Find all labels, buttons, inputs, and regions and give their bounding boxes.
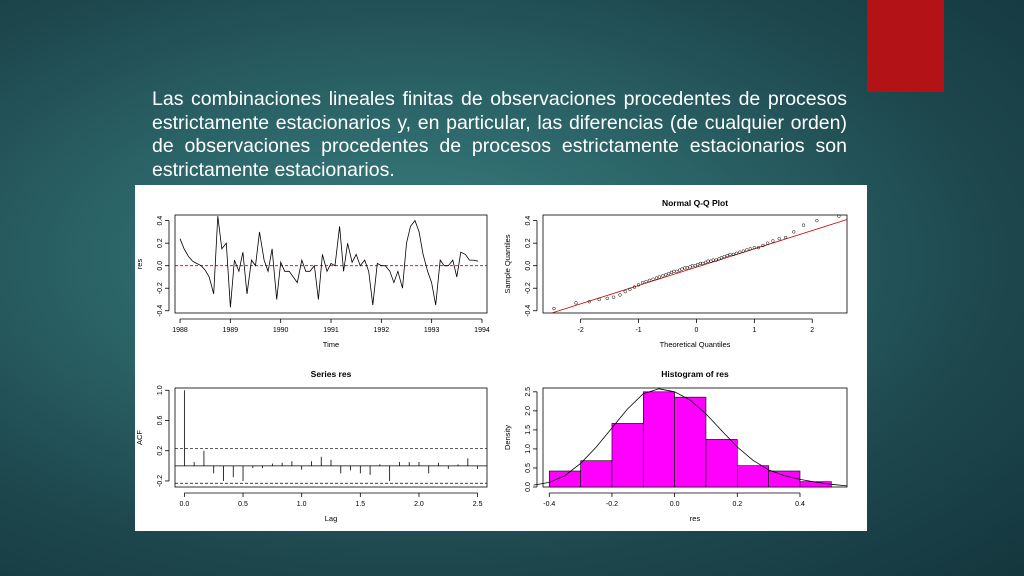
qq-point	[652, 278, 655, 281]
qq-point	[784, 236, 787, 239]
x-tick-label: 0.0	[179, 501, 190, 508]
x-tick-label: 1994	[474, 327, 490, 334]
qq-point	[815, 219, 818, 222]
x-tick-label: 1991	[323, 327, 339, 334]
x-tick-label: 1988	[172, 327, 188, 334]
y-tick-label: 0.2	[157, 238, 164, 249]
x-tick-label: 2.0	[414, 501, 424, 508]
qq-point	[707, 260, 710, 263]
r-diagnostic-figure	[135, 185, 867, 531]
x-tick-label: -1	[635, 327, 642, 334]
histogram-bar	[549, 471, 580, 487]
x-tick-label: 2.5	[472, 501, 483, 508]
histogram-bar	[612, 423, 643, 487]
qq-point	[619, 294, 622, 297]
qq-point	[648, 279, 651, 282]
qq-point	[658, 276, 661, 279]
chart-title: Normal Q-Q Plot	[661, 198, 729, 208]
qq-point	[598, 298, 601, 301]
x-tick-label: 1993	[423, 327, 440, 334]
y-tick-label: 1.0	[157, 385, 164, 396]
y-tick-label: 1.5	[525, 425, 532, 435]
y-tick-label: 0.0	[157, 260, 164, 271]
histogram-bar	[675, 397, 706, 487]
qq-point	[681, 268, 684, 271]
x-tick-label: 0.4	[795, 501, 805, 508]
histogram-bar	[581, 461, 612, 487]
qq-point	[691, 264, 694, 267]
y-tick-label: 0.4	[525, 215, 532, 226]
plot-frame-2	[543, 215, 847, 313]
x-tick-label: -0.2	[605, 501, 618, 508]
y-tick-label: -0.2	[157, 282, 164, 295]
qq-point	[661, 274, 664, 277]
qq-point	[792, 230, 795, 233]
x-tick-label: 1.5	[355, 501, 366, 508]
qq-point	[675, 270, 678, 273]
y-tick-label: 0.2	[157, 445, 164, 456]
y-tick-label: 1.0	[525, 444, 532, 454]
x-axis-label: Time	[322, 340, 340, 349]
y-tick-label: -0.4	[525, 304, 532, 317]
qq-point	[712, 259, 715, 262]
y-tick-label: 2.0	[525, 405, 532, 416]
chart-title: Series res	[310, 369, 352, 379]
chart-title: Histogram of res	[661, 369, 729, 379]
qq-point	[667, 272, 670, 275]
y-tick-label: 0.0	[525, 482, 532, 492]
qq-point	[726, 254, 729, 257]
qq-point	[645, 280, 648, 283]
histogram-bar	[737, 466, 768, 487]
x-tick-label: -0.4	[543, 501, 556, 508]
qq-point	[612, 296, 615, 299]
qq-point	[575, 301, 578, 304]
histogram-bar	[706, 439, 737, 487]
qq-point	[723, 255, 726, 258]
x-tick-label: 1989	[222, 327, 239, 334]
y-axis-label: ACF	[135, 430, 144, 445]
accent-block	[867, 0, 944, 92]
y-axis-label: Density	[503, 424, 512, 451]
qq-point	[771, 240, 774, 243]
x-tick-label: 0.2	[732, 501, 743, 508]
qq-point	[720, 256, 723, 259]
y-axis-label: res	[135, 258, 144, 270]
y-tick-label: 0.5	[525, 463, 532, 473]
x-tick-label: 1990	[272, 327, 289, 334]
figure-canvas	[135, 185, 867, 531]
residual-series-line	[180, 216, 478, 307]
slide-text: Las combinaciones lineales finitas de observaciones procedentes de procesos estrictamente estacionarios y, en particular, las diferencias (de cualquier orden) de observaciones procedentes de procesos estrictamente estacionarios son estrictamente estacionarios.	[152, 88, 847, 181]
x-axis-label: Lag	[324, 514, 338, 523]
qq-point	[624, 290, 627, 293]
x-tick-label: 0	[694, 327, 699, 334]
x-axis-label: res	[689, 514, 701, 523]
y-tick-label: 0.2	[525, 238, 532, 249]
qq-point	[553, 307, 556, 310]
qq-point	[802, 224, 805, 227]
y-tick-label: -0.2	[525, 282, 532, 295]
y-axis-label: Sample Quantiles	[503, 234, 512, 294]
qq-point	[672, 270, 675, 273]
qq-point	[729, 253, 732, 256]
x-tick-label: -2	[577, 327, 584, 334]
x-tick-label: 0.5	[238, 501, 248, 508]
qq-reference-line	[552, 220, 847, 313]
histogram-bar	[769, 471, 800, 487]
x-tick-label: 1992	[373, 327, 390, 334]
y-tick-label: -0.4	[157, 304, 164, 317]
x-tick-label: 0.0	[669, 501, 680, 508]
qq-point	[655, 277, 658, 280]
y-tick-label: -0.2	[157, 474, 164, 487]
histogram-bar	[643, 392, 674, 487]
qq-point	[641, 281, 644, 284]
qq-point	[664, 273, 667, 276]
y-tick-label: 2.5	[525, 386, 532, 397]
x-tick-label: 1	[752, 327, 757, 334]
y-tick-label: 0.6	[157, 415, 164, 426]
qq-point	[606, 297, 609, 300]
qq-point	[778, 237, 781, 240]
y-tick-label: 0.0	[525, 260, 532, 271]
qq-point	[696, 263, 699, 266]
y-tick-label: 0.4	[157, 215, 164, 226]
plot-frame-3	[175, 388, 487, 487]
x-axis-label: Theoretical Quantiles	[659, 340, 731, 349]
x-tick-label: 2	[810, 327, 815, 334]
x-tick-label: 1.0	[296, 501, 307, 508]
qq-point	[766, 242, 769, 245]
